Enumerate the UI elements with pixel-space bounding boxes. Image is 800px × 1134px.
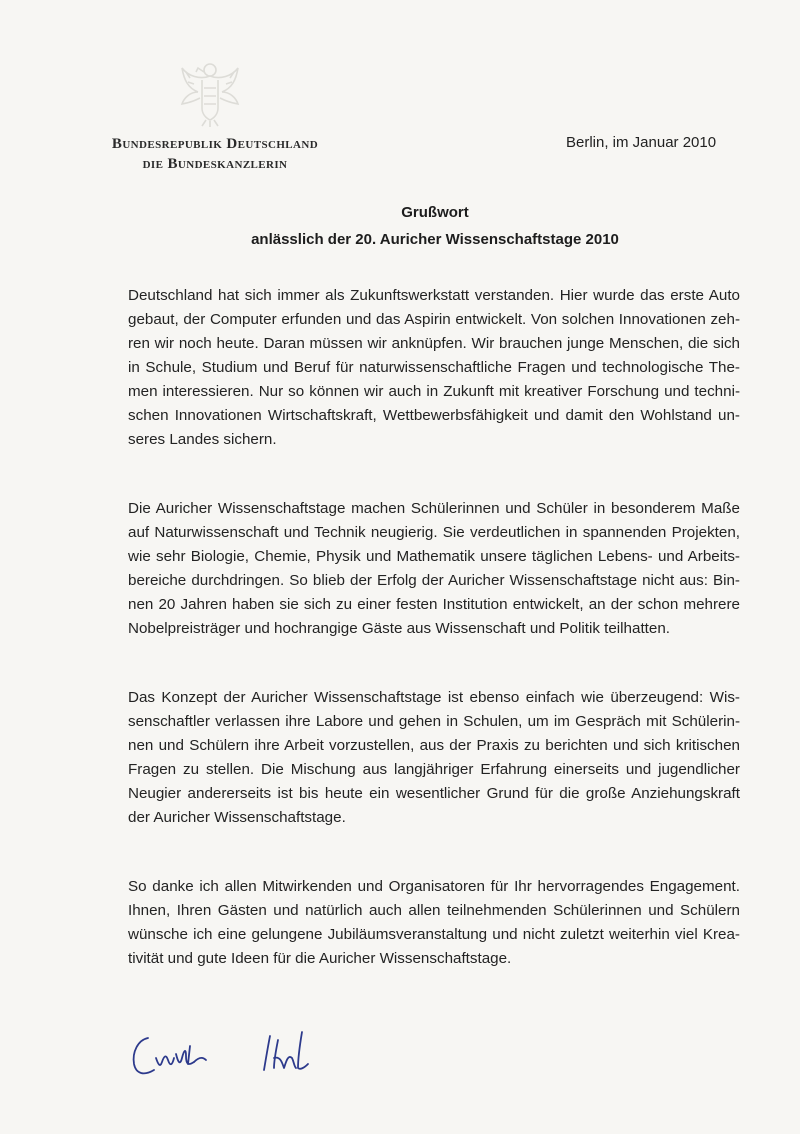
paragraph-3 xyxy=(128,686,740,830)
handwritten-signature xyxy=(124,1018,374,1098)
text-line: Nobelpreisträger und hochrangige Gäste aus Wissenschaft und Politik teilhatten. xyxy=(128,620,670,637)
text-line: Fragen zu stellen. Die Mischung aus langjähriger Erfahrung einerseits und jugendlicher xyxy=(128,761,740,778)
page-title: Grußwort xyxy=(401,204,469,221)
page-subtitle: anlässlich der 20. Auricher Wissenschaftstage 2010 xyxy=(251,231,619,248)
paragraph-1 xyxy=(128,284,740,452)
text-line: Deutschland hat sich immer als Zukunftswerkstatt verstanden. Hier wurde das erste Auto xyxy=(128,287,740,304)
text-line: ren wir noch heute. Daran müssen wir anknüpfen. Wir brauchen junge Menschen, die sich xyxy=(128,335,740,352)
text-line: Das Konzept der Auricher Wissenschaftstage ist ebenso einfach wie überzeugend: Wis- xyxy=(128,689,740,706)
text-line: nen und Schülern ihre Arbeit vorzustellen, aus der Praxis zu berichten und sich kritischen xyxy=(128,737,740,754)
text-line: gebaut, der Computer erfunden und das Aspirin entwickelt. Von solchen Innovationen zeh- xyxy=(128,311,740,328)
text-line: wie sehr Biologie, Chemie, Physik und Mathematik unsere täglichen Lebens- und Arbeits- xyxy=(128,548,740,565)
text-line: tivität und gute Ideen für die Auricher Wissenschaftstage. xyxy=(128,950,512,967)
letterhead-line-2: die Bundeskanzlerin xyxy=(142,156,288,172)
text-line: Die Auricher Wissenschaftstage machen Schülerinnen und Schüler in besonderem Maße xyxy=(128,500,740,517)
letterhead-line-1: Bundesrepublik Deutschland xyxy=(111,136,319,152)
text-line: nen 20 Jahren haben sie sich zu einer festen Institution entwickelt, an der schon mehrere xyxy=(128,596,740,613)
text-line: senschaftler verlassen ihre Labore und gehen in Schulen, um im Gespräch mit Schülerin- xyxy=(128,713,740,730)
date-line: Berlin, im Januar 2010 xyxy=(566,134,717,151)
paragraph-2 xyxy=(128,497,740,641)
text-line: wünsche ich eine gelungene Jubiläumsveranstaltung und nicht zuletzt weiterhin viel Krea- xyxy=(128,926,740,943)
federal-eagle-emboss-icon xyxy=(178,58,242,128)
text-line: der Auricher Wissenschaftstage. xyxy=(128,809,346,826)
paragraph-4 xyxy=(128,875,740,971)
text-line: men interessieren. Nur so können wir auch in Zukunft mit kreativer Forschung und techni- xyxy=(128,383,740,400)
text-line: in Schule, Studium und Beruf für naturwissenschaftliche Fragen und technologische The- xyxy=(128,359,740,376)
text-line: bereiche durchdringen. So blieb der Erfolg der Auricher Wissenschaftstage nicht aus: Bin- xyxy=(128,572,740,589)
text-line: auf Naturwissenschaft und Technik neugierig. Sie verdeutlichen in spannenden Projekten, xyxy=(128,524,740,541)
text-line: Neugier andererseits ist bis heute ein wesentlicher Grund für die große Anziehungskraft xyxy=(128,785,740,802)
letterhead xyxy=(74,135,356,175)
text-line: Ihnen, Ihren Gästen und natürlich auch allen teilnehmenden Schülerinnen und Schülern xyxy=(128,902,740,919)
text-line: seres Landes sichern. xyxy=(128,431,277,448)
text-line: So danke ich allen Mitwirkenden und Organisatoren für Ihr hervorragendes Engagement. xyxy=(128,878,740,895)
text-line: schen Innovationen Wirtschaftskraft, Wettbewerbsfähigkeit und damit den Wohlstand un- xyxy=(128,407,740,424)
